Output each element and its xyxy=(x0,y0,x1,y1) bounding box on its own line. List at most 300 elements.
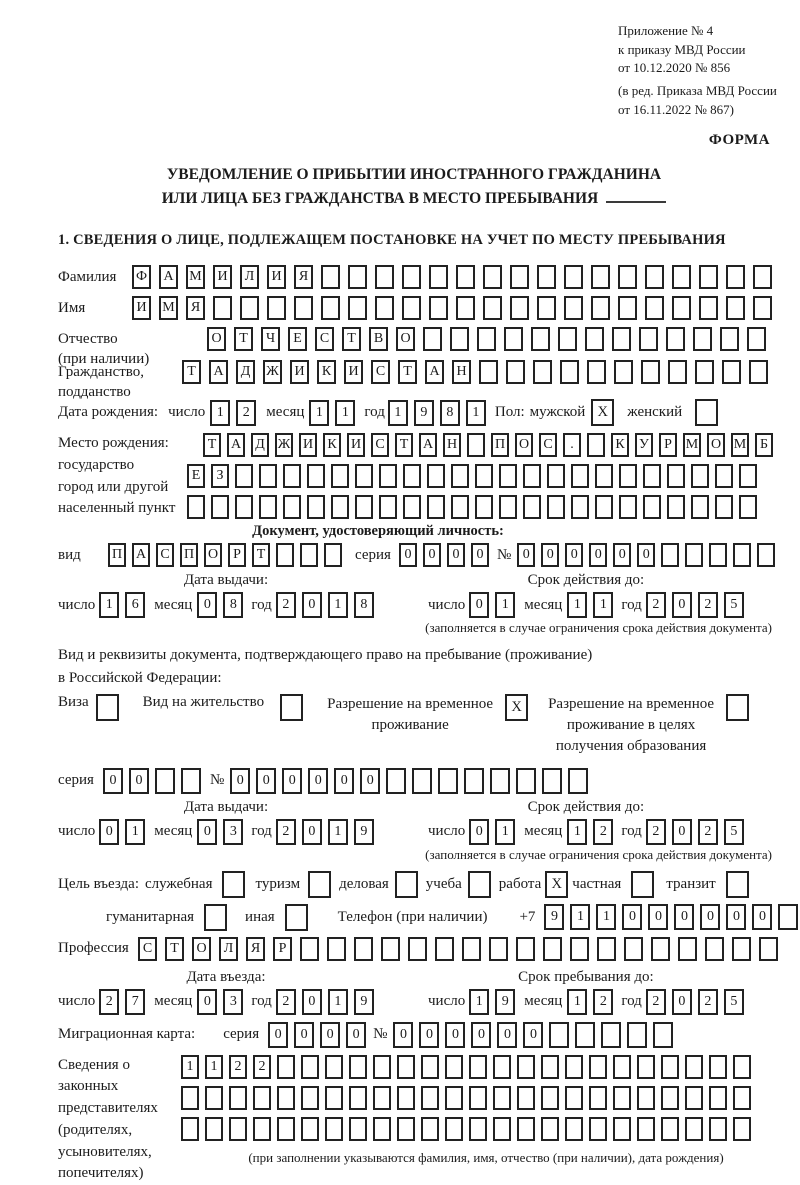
char-cell[interactable]: И xyxy=(290,360,309,384)
char-cell[interactable] xyxy=(618,265,637,289)
char-cell[interactable] xyxy=(421,1086,439,1110)
char-cell[interactable]: 9 xyxy=(354,989,374,1015)
char-cell[interactable]: К xyxy=(317,360,336,384)
char-cell[interactable] xyxy=(613,1086,631,1110)
char-cell[interactable]: 0 xyxy=(302,592,322,618)
char-cell[interactable]: 0 xyxy=(360,768,380,794)
char-cell[interactable] xyxy=(749,360,768,384)
char-cell[interactable]: 9 xyxy=(414,400,434,426)
char-cell[interactable] xyxy=(597,937,616,961)
char-cell[interactable]: 0 xyxy=(471,543,489,567)
char-cell[interactable] xyxy=(283,464,301,488)
char-cell[interactable]: О xyxy=(707,433,725,457)
char-cell[interactable]: 0 xyxy=(256,768,276,794)
char-cell[interactable] xyxy=(685,1086,703,1110)
char-cell[interactable]: 0 xyxy=(346,1022,366,1048)
char-cell[interactable] xyxy=(747,327,766,351)
char-cell[interactable] xyxy=(595,464,613,488)
char-cell[interactable]: 5 xyxy=(724,989,744,1015)
char-cell[interactable] xyxy=(277,1055,295,1079)
char-cell[interactable] xyxy=(732,937,751,961)
char-cell[interactable]: 2 xyxy=(229,1055,247,1079)
char-cell[interactable] xyxy=(307,464,325,488)
char-cell[interactable]: 2 xyxy=(593,989,613,1015)
char-cell[interactable] xyxy=(591,296,610,320)
char-cell[interactable] xyxy=(506,360,525,384)
char-cell[interactable]: 1 xyxy=(466,400,486,426)
char-cell[interactable] xyxy=(653,1022,673,1048)
char-cell[interactable] xyxy=(733,1055,751,1079)
char-cell[interactable] xyxy=(510,296,529,320)
char-cell[interactable]: С xyxy=(156,543,174,567)
char-cell[interactable]: 0 xyxy=(282,768,302,794)
residence-permit-checkbox[interactable] xyxy=(280,694,303,721)
char-cell[interactable]: Т xyxy=(165,937,184,961)
char-cell[interactable]: 1 xyxy=(567,592,587,618)
transit-checkbox[interactable] xyxy=(726,871,749,898)
char-cell[interactable] xyxy=(397,1117,415,1141)
char-cell[interactable] xyxy=(408,937,427,961)
char-cell[interactable] xyxy=(661,1086,679,1110)
char-cell[interactable]: С xyxy=(539,433,557,457)
char-cell[interactable] xyxy=(205,1086,223,1110)
char-cell[interactable] xyxy=(685,1117,703,1141)
char-cell[interactable]: 0 xyxy=(471,1022,491,1048)
char-cell[interactable] xyxy=(379,495,397,519)
char-cell[interactable] xyxy=(307,495,325,519)
char-cell[interactable] xyxy=(301,1117,319,1141)
char-cell[interactable]: 0 xyxy=(497,1022,517,1048)
char-cell[interactable]: 1 xyxy=(567,819,587,845)
char-cell[interactable]: 0 xyxy=(541,543,559,567)
char-cell[interactable] xyxy=(464,768,484,794)
char-cell[interactable]: М xyxy=(731,433,749,457)
char-cell[interactable] xyxy=(533,360,552,384)
char-cell[interactable] xyxy=(523,495,541,519)
char-cell[interactable]: 0 xyxy=(447,543,465,567)
char-cell[interactable]: 0 xyxy=(423,543,441,567)
char-cell[interactable]: А xyxy=(227,433,245,457)
char-cell[interactable]: О xyxy=(192,937,211,961)
char-cell[interactable] xyxy=(181,768,201,794)
char-cell[interactable]: 0 xyxy=(99,819,119,845)
char-cell[interactable] xyxy=(462,937,481,961)
char-cell[interactable] xyxy=(542,768,562,794)
char-cell[interactable] xyxy=(386,768,406,794)
char-cell[interactable]: И xyxy=(267,265,286,289)
char-cell[interactable]: Т xyxy=(395,433,413,457)
char-cell[interactable] xyxy=(667,464,685,488)
char-cell[interactable] xyxy=(253,1117,271,1141)
char-cell[interactable]: 0 xyxy=(565,543,583,567)
char-cell[interactable] xyxy=(613,1117,631,1141)
char-cell[interactable] xyxy=(753,265,772,289)
char-cell[interactable] xyxy=(541,1117,559,1141)
char-cell[interactable]: 0 xyxy=(294,1022,314,1048)
char-cell[interactable]: О xyxy=(204,543,222,567)
char-cell[interactable] xyxy=(733,1086,751,1110)
char-cell[interactable] xyxy=(715,495,733,519)
char-cell[interactable] xyxy=(253,1086,271,1110)
char-cell[interactable]: 1 xyxy=(181,1055,199,1079)
char-cell[interactable] xyxy=(331,495,349,519)
char-cell[interactable]: 9 xyxy=(354,819,374,845)
private-checkbox[interactable] xyxy=(631,871,654,898)
business-checkbox[interactable] xyxy=(395,871,418,898)
char-cell[interactable] xyxy=(693,327,712,351)
char-cell[interactable] xyxy=(229,1117,247,1141)
char-cell[interactable]: А xyxy=(159,265,178,289)
char-cell[interactable] xyxy=(429,265,448,289)
char-cell[interactable] xyxy=(541,1055,559,1079)
char-cell[interactable] xyxy=(489,937,508,961)
char-cell[interactable]: 8 xyxy=(440,400,460,426)
char-cell[interactable] xyxy=(294,296,313,320)
char-cell[interactable] xyxy=(627,1022,647,1048)
char-cell[interactable] xyxy=(181,1117,199,1141)
char-cell[interactable]: 0 xyxy=(469,592,489,618)
char-cell[interactable] xyxy=(541,1086,559,1110)
char-cell[interactable] xyxy=(645,296,664,320)
char-cell[interactable] xyxy=(211,495,229,519)
char-cell[interactable] xyxy=(517,1117,535,1141)
female-checkbox[interactable] xyxy=(695,399,718,426)
char-cell[interactable] xyxy=(490,768,510,794)
char-cell[interactable]: 0 xyxy=(469,819,489,845)
char-cell[interactable]: 1 xyxy=(328,592,348,618)
char-cell[interactable] xyxy=(235,464,253,488)
char-cell[interactable]: О xyxy=(396,327,415,351)
temp-permit-edu-checkbox[interactable] xyxy=(726,694,749,721)
char-cell[interactable] xyxy=(558,327,577,351)
char-cell[interactable] xyxy=(349,1086,367,1110)
char-cell[interactable] xyxy=(450,327,469,351)
char-cell[interactable] xyxy=(726,296,745,320)
char-cell[interactable]: 0 xyxy=(308,768,328,794)
char-cell[interactable] xyxy=(564,265,583,289)
char-cell[interactable]: 1 xyxy=(210,400,230,426)
char-cell[interactable]: Д xyxy=(236,360,255,384)
char-cell[interactable]: Ж xyxy=(275,433,293,457)
char-cell[interactable]: 2 xyxy=(646,819,666,845)
char-cell[interactable] xyxy=(691,464,709,488)
char-cell[interactable]: Р xyxy=(659,433,677,457)
char-cell[interactable]: 0 xyxy=(320,1022,340,1048)
char-cell[interactable]: 0 xyxy=(393,1022,413,1048)
char-cell[interactable] xyxy=(699,296,718,320)
char-cell[interactable] xyxy=(564,296,583,320)
char-cell[interactable] xyxy=(504,327,523,351)
char-cell[interactable]: С xyxy=(315,327,334,351)
char-cell[interactable]: Б xyxy=(755,433,773,457)
char-cell[interactable]: Е xyxy=(187,464,205,488)
char-cell[interactable] xyxy=(537,265,556,289)
char-cell[interactable]: 2 xyxy=(593,819,613,845)
char-cell[interactable] xyxy=(421,1117,439,1141)
char-cell[interactable] xyxy=(348,265,367,289)
char-cell[interactable] xyxy=(427,495,445,519)
char-cell[interactable]: З xyxy=(211,464,229,488)
char-cell[interactable]: . xyxy=(563,433,581,457)
humanitarian-checkbox[interactable] xyxy=(204,904,227,931)
char-cell[interactable] xyxy=(469,1055,487,1079)
char-cell[interactable] xyxy=(300,937,319,961)
char-cell[interactable]: Т xyxy=(398,360,417,384)
char-cell[interactable] xyxy=(691,495,709,519)
char-cell[interactable]: Л xyxy=(240,265,259,289)
char-cell[interactable]: 0 xyxy=(648,904,668,930)
char-cell[interactable] xyxy=(517,1055,535,1079)
char-cell[interactable]: 2 xyxy=(276,592,296,618)
char-cell[interactable] xyxy=(445,1055,463,1079)
char-cell[interactable]: 0 xyxy=(399,543,417,567)
char-cell[interactable]: В xyxy=(369,327,388,351)
char-cell[interactable]: П xyxy=(108,543,126,567)
char-cell[interactable]: 0 xyxy=(589,543,607,567)
char-cell[interactable]: 0 xyxy=(302,989,322,1015)
char-cell[interactable] xyxy=(549,1022,569,1048)
char-cell[interactable] xyxy=(619,495,637,519)
visa-checkbox[interactable] xyxy=(96,694,119,721)
char-cell[interactable]: 0 xyxy=(726,904,746,930)
char-cell[interactable]: 0 xyxy=(700,904,720,930)
char-cell[interactable] xyxy=(639,327,658,351)
char-cell[interactable]: 1 xyxy=(567,989,587,1015)
char-cell[interactable] xyxy=(445,1086,463,1110)
char-cell[interactable] xyxy=(667,495,685,519)
char-cell[interactable]: 1 xyxy=(495,819,515,845)
char-cell[interactable]: 0 xyxy=(752,904,772,930)
char-cell[interactable] xyxy=(235,495,253,519)
char-cell[interactable] xyxy=(321,296,340,320)
char-cell[interactable] xyxy=(381,937,400,961)
char-cell[interactable] xyxy=(181,1086,199,1110)
char-cell[interactable] xyxy=(601,1022,621,1048)
char-cell[interactable] xyxy=(477,327,496,351)
char-cell[interactable] xyxy=(705,937,724,961)
char-cell[interactable] xyxy=(637,1117,655,1141)
char-cell[interactable] xyxy=(403,495,421,519)
char-cell[interactable] xyxy=(283,495,301,519)
char-cell[interactable] xyxy=(325,1055,343,1079)
char-cell[interactable] xyxy=(613,1055,631,1079)
char-cell[interactable] xyxy=(591,265,610,289)
char-cell[interactable]: 2 xyxy=(99,989,119,1015)
char-cell[interactable] xyxy=(427,464,445,488)
char-cell[interactable] xyxy=(570,937,589,961)
char-cell[interactable]: 0 xyxy=(103,768,123,794)
char-cell[interactable] xyxy=(516,768,536,794)
char-cell[interactable] xyxy=(759,937,778,961)
char-cell[interactable] xyxy=(479,360,498,384)
char-cell[interactable]: 0 xyxy=(637,543,655,567)
char-cell[interactable]: Р xyxy=(273,937,292,961)
char-cell[interactable]: 1 xyxy=(388,400,408,426)
char-cell[interactable]: 0 xyxy=(445,1022,465,1048)
char-cell[interactable]: Т xyxy=(234,327,253,351)
char-cell[interactable]: Я xyxy=(246,937,265,961)
char-cell[interactable] xyxy=(537,296,556,320)
char-cell[interactable] xyxy=(373,1086,391,1110)
char-cell[interactable]: Т xyxy=(182,360,201,384)
char-cell[interactable]: М xyxy=(683,433,701,457)
char-cell[interactable] xyxy=(456,296,475,320)
work-checkbox[interactable]: X xyxy=(545,871,568,898)
char-cell[interactable] xyxy=(259,464,277,488)
char-cell[interactable] xyxy=(666,327,685,351)
study-checkbox[interactable] xyxy=(468,871,491,898)
char-cell[interactable] xyxy=(619,464,637,488)
char-cell[interactable]: 8 xyxy=(223,592,243,618)
char-cell[interactable] xyxy=(733,1117,751,1141)
char-cell[interactable]: Т xyxy=(252,543,270,567)
char-cell[interactable]: 1 xyxy=(469,989,489,1015)
char-cell[interactable] xyxy=(753,296,772,320)
char-cell[interactable] xyxy=(277,1117,295,1141)
char-cell[interactable] xyxy=(587,360,606,384)
char-cell[interactable] xyxy=(565,1086,583,1110)
char-cell[interactable] xyxy=(618,296,637,320)
char-cell[interactable]: 0 xyxy=(129,768,149,794)
tourism-checkbox[interactable] xyxy=(308,871,331,898)
char-cell[interactable]: 0 xyxy=(613,543,631,567)
char-cell[interactable] xyxy=(565,1055,583,1079)
char-cell[interactable] xyxy=(709,1086,727,1110)
char-cell[interactable] xyxy=(429,296,448,320)
char-cell[interactable]: 7 xyxy=(125,989,145,1015)
char-cell[interactable] xyxy=(373,1055,391,1079)
male-checkbox[interactable]: X xyxy=(591,399,614,426)
char-cell[interactable] xyxy=(375,265,394,289)
char-cell[interactable]: 0 xyxy=(419,1022,439,1048)
char-cell[interactable] xyxy=(349,1117,367,1141)
char-cell[interactable]: Я xyxy=(294,265,313,289)
other-checkbox[interactable] xyxy=(285,904,308,931)
temp-permit-checkbox[interactable]: X xyxy=(505,694,528,721)
char-cell[interactable]: И xyxy=(213,265,232,289)
char-cell[interactable]: И xyxy=(299,433,317,457)
char-cell[interactable]: 0 xyxy=(517,543,535,567)
char-cell[interactable] xyxy=(668,360,687,384)
char-cell[interactable] xyxy=(641,360,660,384)
char-cell[interactable]: 1 xyxy=(99,592,119,618)
char-cell[interactable] xyxy=(435,937,454,961)
char-cell[interactable] xyxy=(402,265,421,289)
char-cell[interactable]: 2 xyxy=(646,592,666,618)
char-cell[interactable] xyxy=(672,265,691,289)
char-cell[interactable] xyxy=(375,296,394,320)
char-cell[interactable] xyxy=(678,937,697,961)
char-cell[interactable]: 0 xyxy=(672,819,692,845)
char-cell[interactable]: 2 xyxy=(698,592,718,618)
char-cell[interactable] xyxy=(547,495,565,519)
char-cell[interactable] xyxy=(637,1055,655,1079)
char-cell[interactable] xyxy=(516,937,535,961)
char-cell[interactable] xyxy=(475,464,493,488)
char-cell[interactable] xyxy=(523,464,541,488)
char-cell[interactable]: Е xyxy=(288,327,307,351)
char-cell[interactable] xyxy=(421,1055,439,1079)
char-cell[interactable]: 5 xyxy=(724,592,744,618)
char-cell[interactable]: А xyxy=(209,360,228,384)
char-cell[interactable]: 3 xyxy=(223,989,243,1015)
char-cell[interactable] xyxy=(321,265,340,289)
char-cell[interactable]: О xyxy=(207,327,226,351)
char-cell[interactable] xyxy=(595,495,613,519)
char-cell[interactable] xyxy=(469,1117,487,1141)
char-cell[interactable] xyxy=(733,543,751,567)
char-cell[interactable]: Р xyxy=(228,543,246,567)
char-cell[interactable]: 9 xyxy=(495,989,515,1015)
char-cell[interactable] xyxy=(456,265,475,289)
char-cell[interactable] xyxy=(587,433,605,457)
char-cell[interactable]: 0 xyxy=(230,768,250,794)
char-cell[interactable]: О xyxy=(515,433,533,457)
char-cell[interactable]: 0 xyxy=(302,819,322,845)
char-cell[interactable]: С xyxy=(138,937,157,961)
char-cell[interactable] xyxy=(451,495,469,519)
char-cell[interactable] xyxy=(300,543,318,567)
char-cell[interactable] xyxy=(709,1117,727,1141)
char-cell[interactable] xyxy=(685,1055,703,1079)
char-cell[interactable] xyxy=(493,1055,511,1079)
char-cell[interactable] xyxy=(645,265,664,289)
char-cell[interactable]: 2 xyxy=(253,1055,271,1079)
char-cell[interactable]: 6 xyxy=(125,592,145,618)
char-cell[interactable] xyxy=(402,296,421,320)
official-checkbox[interactable] xyxy=(222,871,245,898)
char-cell[interactable]: 1 xyxy=(205,1055,223,1079)
char-cell[interactable]: 2 xyxy=(276,989,296,1015)
char-cell[interactable] xyxy=(589,1117,607,1141)
char-cell[interactable] xyxy=(493,1117,511,1141)
char-cell[interactable] xyxy=(493,1086,511,1110)
char-cell[interactable] xyxy=(451,464,469,488)
char-cell[interactable]: 8 xyxy=(354,592,374,618)
char-cell[interactable] xyxy=(739,495,757,519)
char-cell[interactable] xyxy=(560,360,579,384)
char-cell[interactable] xyxy=(651,937,670,961)
char-cell[interactable] xyxy=(259,495,277,519)
char-cell[interactable] xyxy=(720,327,739,351)
char-cell[interactable]: С xyxy=(371,360,390,384)
char-cell[interactable]: 1 xyxy=(593,592,613,618)
char-cell[interactable] xyxy=(483,265,502,289)
char-cell[interactable]: 1 xyxy=(125,819,145,845)
char-cell[interactable]: 2 xyxy=(698,819,718,845)
char-cell[interactable] xyxy=(672,296,691,320)
char-cell[interactable] xyxy=(499,464,517,488)
char-cell[interactable]: 1 xyxy=(495,592,515,618)
char-cell[interactable] xyxy=(571,495,589,519)
char-cell[interactable] xyxy=(331,464,349,488)
char-cell[interactable] xyxy=(709,543,727,567)
char-cell[interactable]: И xyxy=(344,360,363,384)
char-cell[interactable]: 0 xyxy=(334,768,354,794)
char-cell[interactable] xyxy=(412,768,432,794)
char-cell[interactable]: Ч xyxy=(261,327,280,351)
char-cell[interactable]: Т xyxy=(203,433,221,457)
char-cell[interactable] xyxy=(531,327,550,351)
char-cell[interactable] xyxy=(483,296,502,320)
char-cell[interactable]: Н xyxy=(452,360,471,384)
char-cell[interactable]: А xyxy=(132,543,150,567)
char-cell[interactable]: 0 xyxy=(672,592,692,618)
char-cell[interactable]: 1 xyxy=(596,904,616,930)
char-cell[interactable] xyxy=(475,495,493,519)
char-cell[interactable]: 0 xyxy=(674,904,694,930)
char-cell[interactable]: 0 xyxy=(197,989,217,1015)
